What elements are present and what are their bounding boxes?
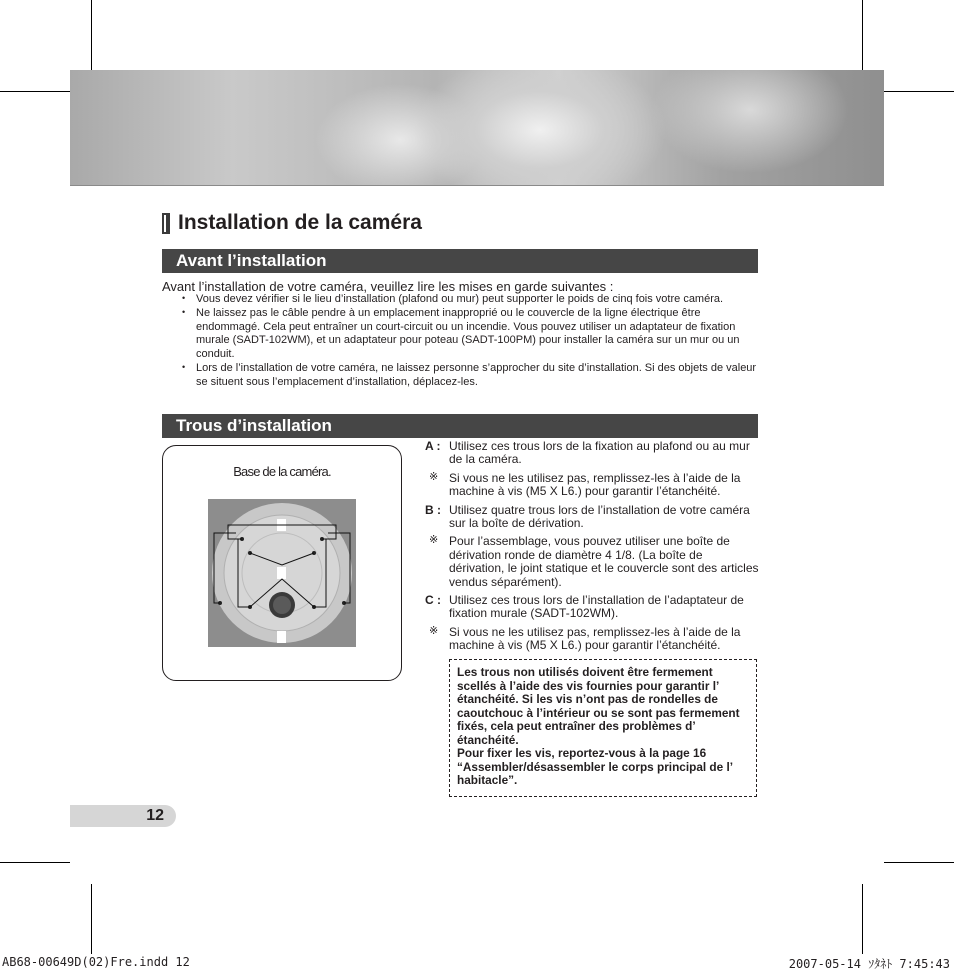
intro-text: Avant l’installation de votre caméra, veuillez lire les mises en garde suivantes : [162,279,614,294]
legend-key: C : [425,593,441,608]
legend-text: Utilisez quatre trous lors de l’installation de votre caméra sur la boîte de dérivation. [449,502,750,531]
list-item [182,293,760,307]
list-item [182,307,760,362]
legend-item-b [425,504,760,531]
camera-base-figure [162,445,402,681]
legend-note [425,472,760,499]
crop-mark [91,0,92,70]
figure-caption: Base de la caméra. [233,464,331,479]
bullet-symbol: • [182,293,186,303]
legend-key: A : [425,439,441,453]
crop-mark [884,862,954,863]
camera-base-photo [208,499,356,647]
sealing-note-box [449,659,757,797]
crop-mark [0,91,70,92]
legend-note [425,535,760,589]
section-heading-trous: Trous d’installation [162,414,758,438]
note-symbol: ※ [429,534,439,547]
crop-mark [862,0,863,70]
bullet-symbol: • [182,361,186,372]
note-paragraph: Les trous non utilisés doivent être fermement scellés à l’aide des vis fournies pour garantir l’ étanchéité. Si les vis n’ont pas de rondelles de caoutchouc à l’intérieur ou se sont pas fermement fixés, cela peut entraîner des problèmes d’ étanchéité. [457,665,740,747]
bullet-text: Lors de l’installation de votre caméra, ne laissez personne s’approcher du site d’installation. Si des objets de valeur se situent sous l’emplacement d’installation, déplacez-les. [196,361,757,388]
crop-mark [862,884,863,954]
title-marker [162,213,170,234]
legend-note-text: Si vous ne les utilisez pas, remplissez-les à l’aide de la machine à vis (M5 X L6.) pour garantir l’étanchéité. [449,470,741,499]
crop-mark [91,884,92,954]
legend-item-a [425,440,760,467]
note-symbol: ※ [429,624,439,637]
legend-note-text: Si vous ne les utilisez pas, remplissez-les à l’aide de la machine à vis (M5 X L6.) pour garantir l’étanchéité. [449,624,741,653]
legend-text: Utilisez ces trous lors de la fixation au plafond ou au mur de la caméra. [449,439,750,467]
legend-item-c [425,594,760,621]
bullet-text: Vous devez vérifier si le lieu d’installation (plafond ou mur) peut supporter le poids de cinq fois votre caméra. [196,293,724,305]
note-symbol: ※ [429,470,439,483]
footer-file-info: AB68-00649D(02)Fre.indd 12 [2,955,190,969]
page-title: Installation de la caméra [178,211,422,234]
bullet-symbol: • [182,306,186,317]
footer-timestamp: 2007-05-14 ｿﾀﾈﾄ 7:45:43 [788,957,950,971]
list-item [182,362,760,390]
section-heading-avant: Avant l’installation [162,249,758,273]
hole-legend [425,440,760,658]
header-banner-image [70,70,884,186]
warning-list [182,293,760,390]
bullet-text: Ne laissez pas le câble pendre à un emplacement inapproprié ou le couvercle de la ligne électrique être endommagé. Cela peut entraîner un court-circuit ou un incendie. Vous pouvez utiliser un adaptateur de fixation murale (SADT-102WM), et un adaptateur pour poteau (SADT-100PM) pour installer la caméra sur un mur ou un conduit. [196,306,740,361]
legend-note [425,626,760,653]
legend-key: B : [425,502,441,517]
crop-mark [0,862,70,863]
legend-note-text: Pour l’assemblage, vous pouvez utiliser une boîte de dérivation ronde de diamètre 4 1/8. (La boîte de dérivation, le joint statique et le couvercle sont des articles vendus séparément). [449,534,759,589]
crop-mark [884,91,954,92]
note-paragraph: Pour fixer les vis, reportez-vous à la page 16 “Assembler/désassembler le corps principal de l’ habitacle”. [457,746,733,787]
legend-text: Utilisez ces trous lors de l’installation de l’adaptateur de fixation murale (SADT-102WM). [449,593,744,621]
page-number: 12 [70,805,176,827]
